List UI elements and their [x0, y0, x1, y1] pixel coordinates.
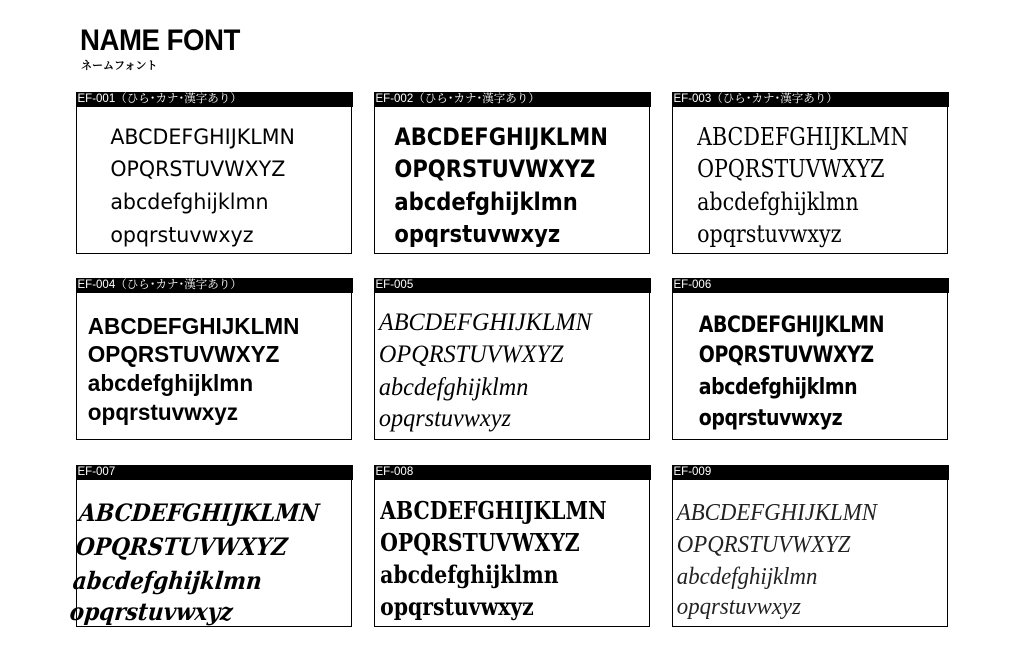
- font-label: EF-009: [672, 465, 949, 480]
- sample-line-lower-1: abcdefghijklmn: [380, 560, 559, 589]
- sample-line-lower-1: abcdefghijklmn: [394, 188, 578, 216]
- sample-line-lower-2: opqrstuvwxyz: [676, 594, 801, 620]
- sample-line-upper-1: ABCDEFGHIJKLMN: [676, 500, 877, 526]
- sample-line-lower-1: abcdefghijklmn: [697, 188, 859, 216]
- sample-line-upper-2: OPQRSTUVWXYZ: [378, 341, 564, 368]
- sample-line-lower-1: abcdefghijklmn: [378, 374, 529, 401]
- sample-line-upper-1: ABCDEFGHIJKLMN: [110, 125, 295, 149]
- sample-line-lower-2: opqrstuvwxyz: [110, 223, 254, 247]
- font-card-ef-009: [672, 465, 948, 627]
- font-label: EF-003（ひら･カナ･漢字あり）: [672, 92, 949, 107]
- font-card-ef-008: [374, 465, 650, 627]
- sample-line-lower-2: opqrstuvwxyz: [394, 220, 561, 248]
- sample-line-upper-2: OPQRSTUVWXYZ: [110, 157, 286, 181]
- sample-line-upper-1: ABCDEFGHIJKLMN: [378, 309, 592, 336]
- sample-line-upper-1: ABCDEFGHIJKLMN: [698, 313, 885, 338]
- sample-line-upper-1: ABCDEFGHIJKLMN: [394, 123, 608, 151]
- sample-line-lower-2: opqrstuvwxyz: [68, 597, 235, 626]
- font-label: EF-005: [374, 278, 651, 293]
- sample-line-upper-1: ABCDEFGHIJKLMN: [380, 496, 607, 525]
- sample-line-lower-1: abcdefghijklmn: [698, 375, 858, 400]
- page-subtitle: ネームフォント: [81, 60, 158, 72]
- font-card-ef-006: [672, 278, 948, 440]
- sample-line-upper-2: OPQRSTUVWXYZ: [676, 532, 851, 558]
- font-card-ef-002: [374, 92, 650, 254]
- sample-line-upper-1: ABCDEFGHIJKLMN: [697, 123, 909, 151]
- font-label: EF-002（ひら･カナ･漢字あり）: [374, 92, 651, 107]
- font-card-ef-005: [374, 278, 650, 440]
- font-card-ef-001: [76, 92, 352, 254]
- font-card-ef-007: [68, 465, 352, 627]
- sample-line-upper-2: OPQRSTUVWXYZ: [74, 532, 289, 561]
- sample-line-lower-2: opqrstuvwxyz: [697, 220, 842, 248]
- sample-line-lower-2: opqrstuvwxyz: [87, 399, 239, 425]
- font-label: EF-007: [76, 465, 353, 480]
- page-title: NAME FONT: [80, 24, 240, 57]
- sample-line-upper-1: ABCDEFGHIJKLMN: [77, 498, 321, 527]
- font-label: EF-004（ひら･カナ･漢字あり）: [76, 278, 353, 293]
- font-card-ef-003: [672, 92, 948, 254]
- sample-line-lower-2: opqrstuvwxyz: [378, 405, 511, 432]
- sample-line-lower-1: abcdefghijklmn: [110, 190, 269, 214]
- sample-line-upper-2: OPQRSTUVWXYZ: [697, 155, 885, 183]
- sample-line-lower-2: opqrstuvwxyz: [698, 406, 843, 431]
- sample-line-lower-1: abcdefghijklmn: [676, 564, 818, 590]
- sample-line-lower-1: abcdefghijklmn: [71, 566, 264, 595]
- sample-line-lower-1: abcdefghijklmn: [87, 370, 254, 396]
- sample-line-upper-2: OPQRSTUVWXYZ: [380, 528, 580, 557]
- sample-line-upper-2: OPQRSTUVWXYZ: [394, 155, 596, 183]
- font-label: EF-008: [374, 465, 651, 480]
- font-label: EF-001（ひら･カナ･漢字あり）: [76, 92, 353, 107]
- sample-line-lower-2: opqrstuvwxyz: [380, 592, 534, 621]
- font-label: EF-006: [672, 278, 949, 293]
- sample-line-upper-2: OPQRSTUVWXYZ: [87, 341, 280, 367]
- font-card-ef-004: [76, 278, 352, 440]
- sample-line-upper-2: OPQRSTUVWXYZ: [698, 343, 874, 368]
- sample-line-upper-1: ABCDEFGHIJKLMN: [87, 313, 300, 339]
